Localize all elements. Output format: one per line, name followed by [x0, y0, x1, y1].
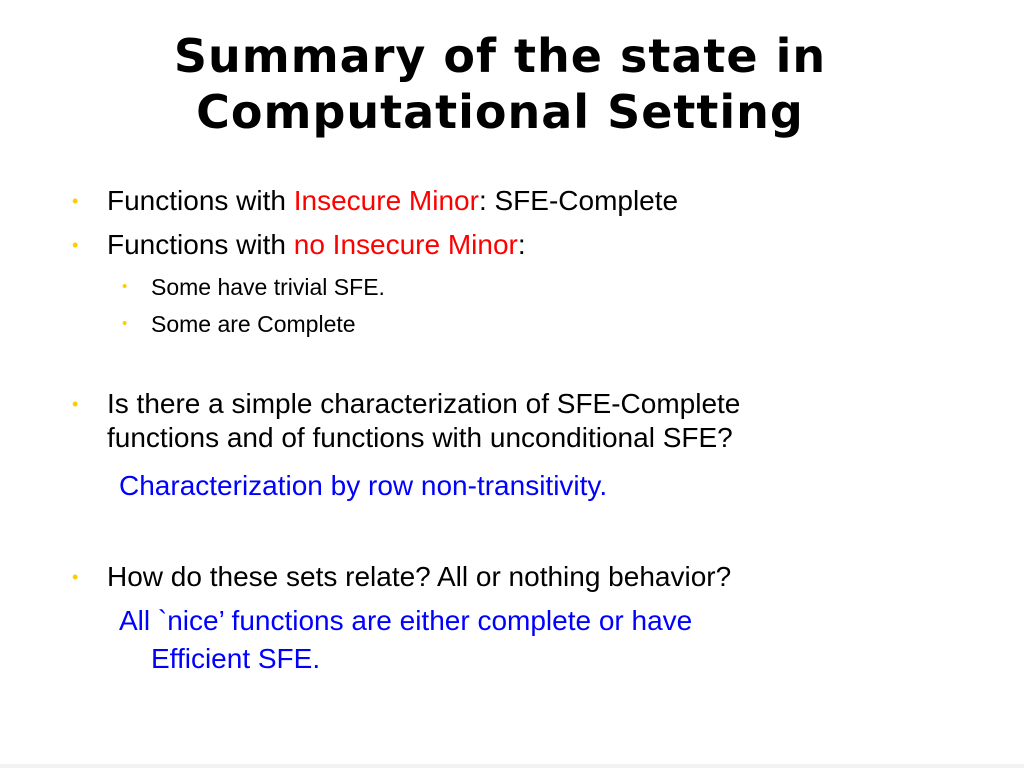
- bullet-dot-icon: •: [72, 191, 79, 211]
- answer-characterization: Characterization by row non-transitivity.: [119, 470, 608, 501]
- bullet-insecure-minor: [72, 184, 679, 218]
- slide-bottom-divider: [0, 764, 1024, 768]
- answer-relation-line-2: Efficient SFE.: [151, 643, 321, 674]
- bullet-dot-icon: •: [72, 394, 79, 414]
- bullet-text: Functions with: [107, 185, 294, 216]
- answer-relation-line-1: All `nice’ functions are either complete or have: [119, 605, 693, 636]
- title-line-2: Computational Setting: [196, 85, 804, 139]
- highlight-text: Insecure Minor: [293, 185, 479, 216]
- bullet-relation-question: [72, 560, 732, 594]
- bullet-dot-icon: •: [72, 235, 79, 255]
- slide-title: [0, 28, 1000, 140]
- bullet-text-suffix: : SFE-Complete: [478, 185, 679, 216]
- question-text: How do these sets relate? All or nothing behavior?: [107, 561, 732, 592]
- bullet-dot-icon: •: [122, 278, 128, 295]
- title-line-1: Summary of the state in: [173, 29, 827, 83]
- question-line-2: functions and of functions with unconditional SFE?: [107, 422, 733, 453]
- highlight-text: no Insecure Minor: [293, 229, 518, 260]
- bullet-text-suffix: :: [517, 229, 526, 260]
- sub-bullet-text: Some are Complete: [151, 311, 356, 337]
- question-line-1: Is there a simple characterization of SFE-Complete: [107, 388, 741, 419]
- sub-bullet-text: Some have trivial SFE.: [151, 274, 385, 300]
- bullet-text: Functions with: [107, 229, 294, 260]
- bullet-no-insecure-minor: [72, 228, 526, 262]
- sub-bullet-trivial: [122, 272, 385, 302]
- bullet-characterization-question: [72, 387, 741, 455]
- sub-bullet-complete: [122, 309, 356, 339]
- bullet-dot-icon: •: [122, 315, 128, 332]
- bullet-dot-icon: •: [72, 567, 79, 587]
